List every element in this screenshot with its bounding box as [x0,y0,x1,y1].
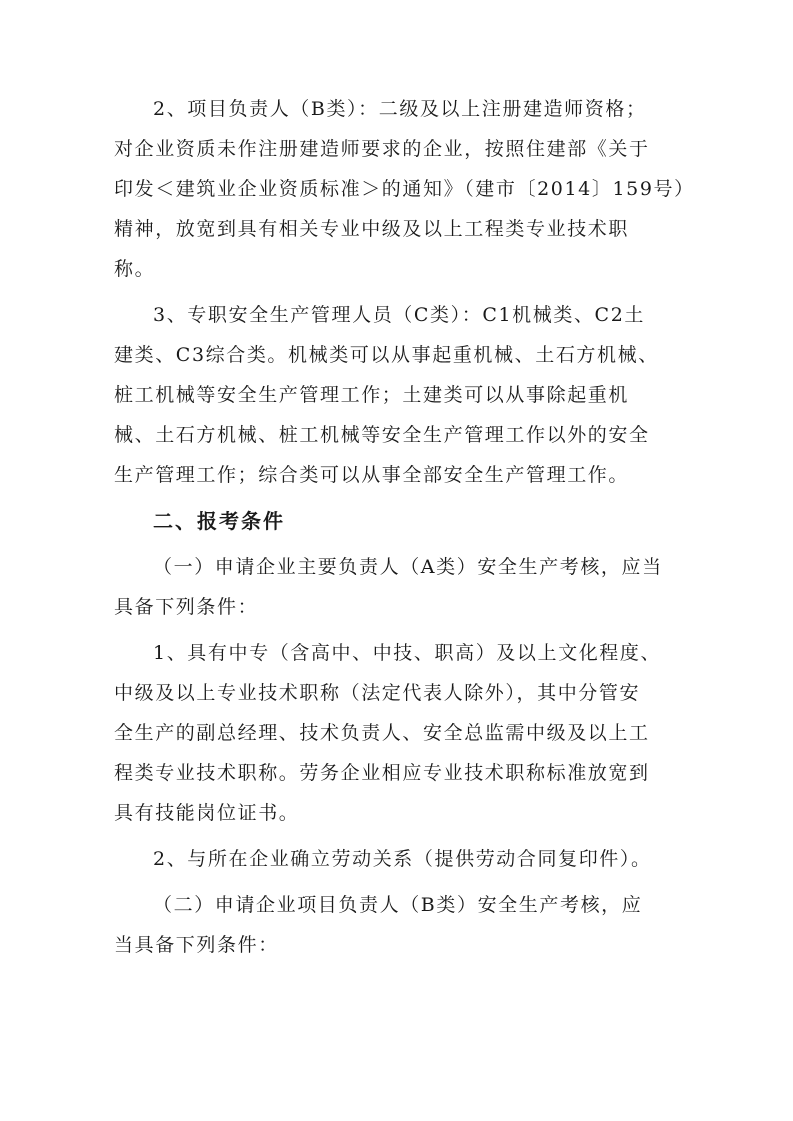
paragraph-line: 2、与所在企业确立劳动关系（提供劳动合同复印件）。 [153,848,652,870]
paragraph-line: 械、土石方机械、桩工机械等安全生产管理工作以外的安全 [114,424,650,446]
paragraph-line: （一）申请企业主要负责人（A类）安全生产考核，应当 [153,556,663,578]
paragraph-line: 3、专职安全生产管理人员（C类）：C1机械类、C2土 [153,304,645,326]
paragraph-line: 2、项目负责人（B类）：二级及以上注册建造师资格； [153,98,647,120]
paragraph-line: 程类专业技术职称。劳务企业相应专业技术职称标准放宽到 [114,762,650,784]
paragraph-line: 建类、C3综合类。机械类可以从事起重机械、土石方机械、 [114,344,659,366]
paragraph-line: 精神，放宽到具有相关专业中级及以上工程类专业技术职 [114,218,630,240]
paragraph-line: 具有技能岗位证书。 [114,802,300,824]
paragraph-line: 桩工机械等安全生产管理工作；土建类可以从事除起重机 [114,384,630,406]
paragraph-line: 对企业资质未作注册建造师要求的企业，按照住建部《关于 [114,138,650,160]
paragraph-line: 印发＜建筑业企业资质标准＞的通知》（建市〔2014〕159号） [114,178,695,200]
paragraph-line: 称。 [114,258,156,280]
paragraph-line: 1、具有中专（含高中、中技、职高）及以上文化程度、 [153,642,662,664]
paragraph-line: 中级及以上专业技术职称（法定代表人除外），其中分管安 [114,682,641,704]
paragraph-line: 当具备下列条件： [114,934,279,956]
paragraph-line: （二）申请企业项目负责人（B类）安全生产考核，应 [153,894,643,916]
section-heading: 二、报考条件 [153,509,285,533]
paragraph-line: 具备下列条件： [114,596,259,618]
paragraph-line: 生产管理工作；综合类可以从事全部安全生产管理工作。 [114,464,630,486]
paragraph-line: 全生产的副总经理、技术负责人、安全总监需中级及以上工 [114,722,650,744]
